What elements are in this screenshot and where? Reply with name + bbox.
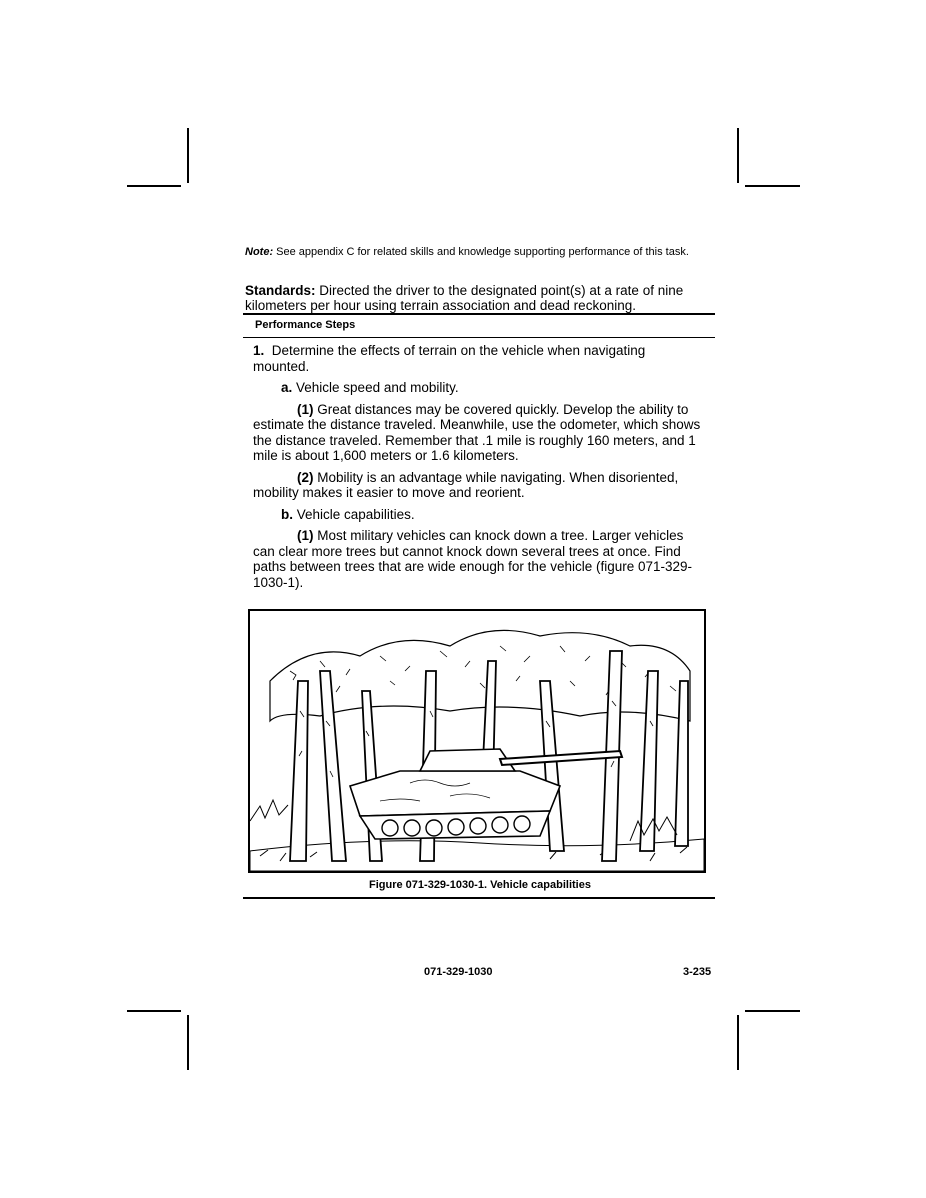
step-1a-number: a.: [281, 380, 293, 395]
crop-mark: [127, 185, 181, 187]
note-label: Note:: [245, 246, 274, 258]
divider: [243, 313, 715, 315]
tank-in-forest-illustration: [250, 611, 704, 871]
step-1: [253, 343, 705, 374]
step-1a2: [253, 470, 705, 501]
step-1a: [253, 380, 705, 396]
crop-mark: [187, 1015, 189, 1070]
crop-mark: [745, 1010, 800, 1012]
step-1-number: 1.: [253, 343, 265, 358]
step-1a2-text: Mobility is an advantage while navigating. When disoriented, mobility makes it easier to move and reorient.: [253, 469, 679, 500]
crop-mark: [737, 1015, 739, 1070]
note-paragraph: [245, 245, 715, 259]
step-1b1-number: (1): [297, 528, 314, 543]
step-1a1-number: (1): [297, 401, 314, 417]
step-1a1: [253, 402, 705, 464]
divider: [243, 337, 715, 338]
standards-paragraph: [245, 283, 715, 313]
note-text: See appendix C for related skills and knowledge supporting performance of this task.: [273, 246, 689, 258]
crop-mark: [187, 128, 189, 183]
standards-label: Standards:: [245, 283, 316, 298]
crop-mark: [745, 185, 800, 187]
step-1b-text: Vehicle capabilities.: [293, 506, 415, 522]
divider: [243, 897, 715, 899]
figure-vehicle-capabilities: [248, 609, 706, 873]
step-1b1: [253, 528, 705, 590]
step-1-text: Determine the effects of terrain on the vehicle when navigating mounted.: [253, 343, 646, 374]
crop-mark: [737, 128, 739, 183]
figure-caption: Figure 071-329-1030-1. Vehicle capabilities: [369, 879, 591, 891]
footer-task-number: 071-329-1030: [424, 966, 493, 978]
step-1b-number: b.: [281, 506, 293, 522]
step-1a-text: Vehicle speed and mobility.: [292, 380, 459, 395]
performance-steps-body: [253, 343, 705, 596]
footer-page-number: 3-235: [683, 966, 712, 978]
step-1a2-number: (2): [297, 469, 314, 485]
step-1a1-text: Great distances may be covered quickly. Develop the ability to estimate the distance traveled. Meanwhile, use the odometer, which shows the distance traveled. Remember that .1 mile is roughly 160 meters, and 1 mile is about 1,600 meters or 1.6 kilometers.: [253, 401, 701, 463]
standards-text: Directed the driver to the designated point(s) at a rate of nine kilometers per hour using terrain association and dead reckoning.: [245, 283, 684, 313]
performance-steps-header: Performance Steps: [255, 319, 356, 331]
crop-mark: [127, 1010, 181, 1012]
step-1b: [253, 507, 705, 523]
step-1b1-text: Most military vehicles can knock down a tree. Larger vehicles can clear more trees but cannot knock down several trees at once. Find paths between trees that are wide enough for the vehicle (figure 071-329-1030-1).: [253, 528, 693, 590]
